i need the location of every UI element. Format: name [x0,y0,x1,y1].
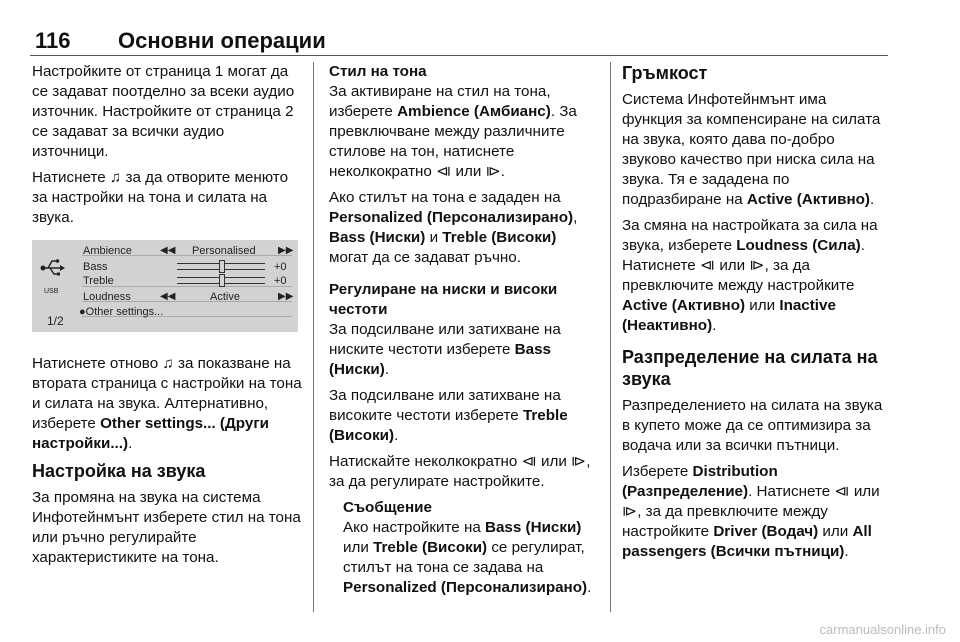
row-label: ●Other settings... [79,306,164,318]
note-box [343,498,599,598]
section-heading: Разпределение на силата на звука [622,347,878,389]
paragraph: Система Инфотейнмънт има функция за компенсиране на силата на звука, която дава по-добро звуково качество при ниска сила на звука. Тя е зададена по подразбиране на Active (Активно). [622,91,881,208]
prev-icon[interactable]: ◀◀ [160,291,176,302]
page-title: Основни операции [118,28,326,53]
arrow-left-icon: ⧏ [834,483,850,500]
arrow-right-icon: ⧐ [622,503,638,520]
music-note-icon: ♫ [162,355,174,372]
row-value: +0 [274,261,287,273]
arrow-right-icon: ⧐ [749,257,765,274]
column-divider [610,62,611,612]
column-2 [329,62,599,604]
note-title: Съобщение [343,499,432,516]
arrow-right-icon: ⧐ [571,453,587,470]
menu-row-other-settings[interactable] [32,302,298,318]
music-note-icon: ♫ [109,169,122,186]
page-header [30,24,890,52]
paragraph: Ако настройките на Bass (Ниски) или Treble (Високи) се регулират, стилът на тона се задава на Personalized (Персонализирано). [343,519,592,596]
prev-icon[interactable]: ◀◀ [160,245,176,256]
bass-slider[interactable] [177,263,265,270]
paragraph: За активиране на стил на тона, изберете Ambience (Амбианс). За превключване между различните стилове на тон, натиснете неколкократно ⧏ или ⧐. [329,83,577,180]
paragraph: За подсилване или затихване на високите честоти изберете Treble (Високи). [329,387,568,444]
paragraph: За смяна на настройката за сила на звука, изберете Loudness (Сила). Натиснете ⧏ или ⧐, за да превключите между настройките Active (Активно) или Inactive (Неактивно). [622,217,878,334]
column-1 [32,62,302,574]
column-3 [622,62,890,568]
infotainment-screen [32,240,298,332]
row-label: Ambience [83,245,132,257]
treble-slider[interactable] [177,277,265,284]
arrow-left-icon: ⧏ [521,453,537,470]
subheading: Стил на тона [329,63,427,80]
menu-row-ambience[interactable] [32,241,298,257]
menu-row-treble[interactable] [32,271,298,287]
menu-row-loudness[interactable] [32,287,298,303]
paragraph: Изберете Distribution (Разпределение). Натиснете ⧏ или ⧐, за да превключите между настройките Driver (Водач) или All passengers (Всички пътници). [622,463,880,560]
section-heading: Настройка на звука [32,461,206,481]
paragraph: За подсилване или затихване на ниските честоти изберете Bass (Ниски). [329,321,561,378]
section-heading: Гръмкост [622,63,708,83]
row-value: +0 [274,275,287,287]
next-icon[interactable]: ▶▶ [278,245,294,256]
subheading: Регулиране на ниски и високи честоти [329,281,558,318]
page-indicator: 1/2 [47,314,64,328]
paragraph: Настройките от страница 1 могат да се задават поотделно за всеки аудио източник. Настройките от страница 2 се задават за всички аудио източници. [32,63,295,160]
header-rule [30,55,888,56]
paragraph: Натиснете отново ♫ за показване на втората страница с настройки на тона и силата на звука. Алтернативно, изберете Other settings... (Други настройки...). [32,355,302,452]
arrow-left-icon: ⧏ [436,163,452,180]
row-label: Treble [83,275,114,287]
arrow-left-icon: ⧏ [699,257,716,274]
watermark: carmanualsonline.info [819,622,946,637]
paragraph: Натискайте неколкократно ⧏ или ⧐, за да регулирате настройките. [329,453,591,490]
arrow-right-icon: ⧐ [485,163,501,180]
paragraph: Натиснете ♫ за да отворите менюто за настройки на тона и силата на звука. [32,169,289,226]
paragraph: Ако стилът на тона е зададен на Personalized (Персонализирано), Bass (Ниски) и Treble (Високи) могат да се задават ръчно. [329,189,578,266]
row-value: Active [210,291,240,303]
row-value: Personalised [192,245,256,257]
column-divider [313,62,314,612]
slider-knob[interactable] [219,274,225,287]
row-label: Loudness [83,291,131,303]
source-label: USB [44,288,59,295]
paragraph: Разпределението на силата на звука в купето може да се оптимизира за водача или за всички пътници. [622,397,883,454]
paragraph: За промяна на звука на система Инфотейнмънт изберете стил на тона или ръчно регулирайте характеристиките на тона. [32,489,301,566]
next-icon[interactable]: ▶▶ [278,291,294,302]
page-number: 116 [35,28,71,53]
row-label: Bass [83,261,108,273]
